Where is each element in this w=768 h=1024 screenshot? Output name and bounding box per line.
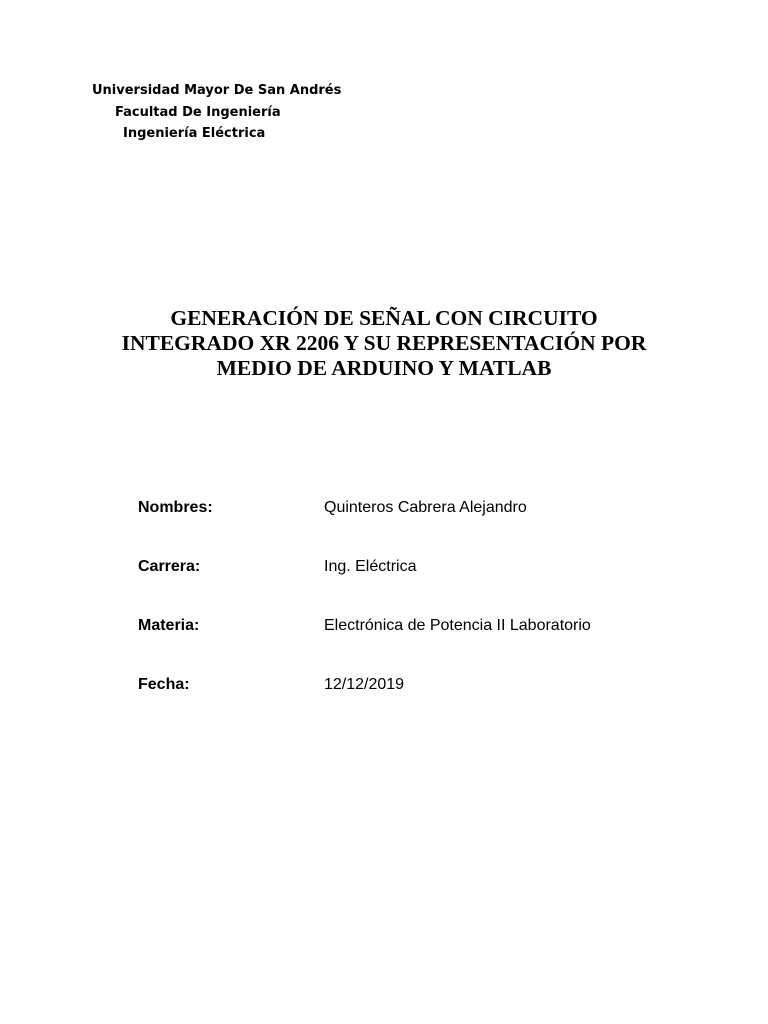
info-label: Materia: <box>138 617 200 634</box>
title-line-2: INTEGRADO XR 2206 Y SU REPRESENTACIÓN POR <box>121 331 647 355</box>
info-row-career <box>138 556 698 578</box>
info-row-date <box>138 674 698 696</box>
department-name: Ingeniería Eléctrica <box>123 126 266 141</box>
info-label: Carrera: <box>138 558 201 575</box>
info-label: Nombres: <box>138 499 213 516</box>
info-label: Fecha: <box>138 676 190 693</box>
title-line-1: GENERACIÓN DE SEÑAL CON CIRCUITO <box>170 306 598 330</box>
faculty-name: Facultad De Ingeniería <box>115 105 281 120</box>
info-value: Electrónica de Potencia II Laboratorio <box>324 617 591 634</box>
title-line-3: MEDIO DE ARDUINO Y MATLAB <box>216 356 552 380</box>
info-value: Quinteros Cabrera Alejandro <box>324 499 527 516</box>
info-value: 12/12/2019 <box>324 676 405 693</box>
university-name: Universidad Mayor De San Andrés <box>92 83 342 98</box>
info-row-subject <box>138 615 698 637</box>
info-row-names <box>138 497 698 519</box>
info-value: Ing. Eléctrica <box>324 558 417 575</box>
